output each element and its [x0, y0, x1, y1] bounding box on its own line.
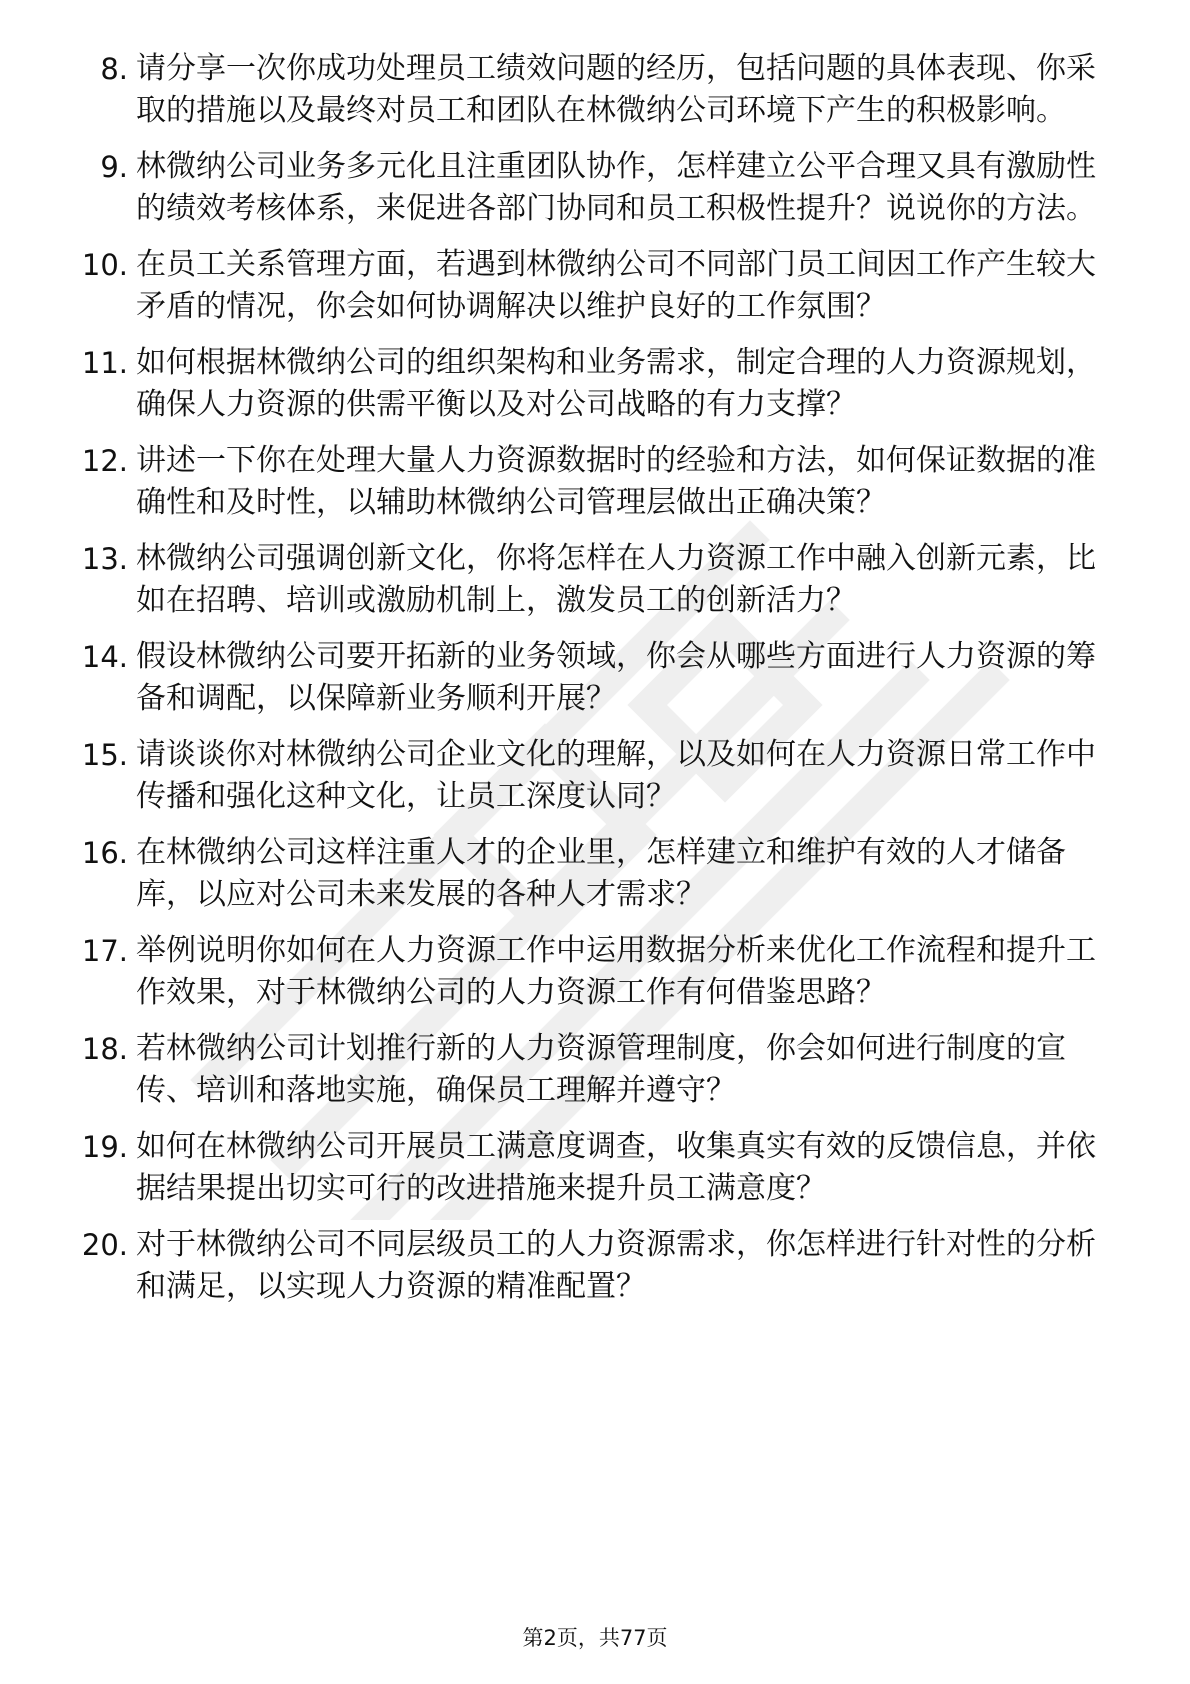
question-item	[64, 440, 1114, 524]
question-item	[64, 342, 1114, 426]
question-item	[64, 832, 1114, 916]
question-item	[64, 1224, 1114, 1308]
question-item	[64, 1028, 1114, 1112]
question-number: 8.	[100, 52, 128, 86]
question-item	[64, 636, 1114, 720]
question-text: 请分享一次你成功处理员工绩效问题的经历，包括问题的具体表现、你采取的措施以及最终对员工和团队在林微纳公司环境下产生的积极影响。	[136, 51, 1096, 128]
question-text: 如何根据林微纳公司的组织架构和业务需求，制定合理的人力资源规划，确保人力资源的供需平衡以及对公司战略的有力支撑？	[136, 345, 1096, 422]
question-text: 林微纳公司业务多元化且注重团队协作，怎样建立公平合理又具有激励性的绩效考核体系，来促进各部门协同和员工积极性提升？说说你的方法。	[136, 149, 1096, 226]
question-number: 14.	[81, 640, 128, 674]
question-number: 20.	[81, 1228, 128, 1262]
question-number: 11.	[81, 346, 128, 380]
question-text: 假设林微纳公司要开拓新的业务领域，你会从哪些方面进行人力资源的筹备和调配，以保障新业务顺利开展？	[136, 639, 1096, 716]
question-item	[64, 1126, 1114, 1210]
page-footer	[0, 1624, 1190, 1652]
question-text: 讲述一下你在处理大量人力资源数据时的经验和方法，如何保证数据的准确性和及时性，以辅助林微纳公司管理层做出正确决策？	[136, 443, 1096, 520]
question-list	[64, 48, 1114, 1308]
question-number: 18.	[81, 1032, 128, 1066]
question-number: 12.	[81, 444, 128, 478]
question-text: 举例说明你如何在人力资源工作中运用数据分析来优化工作流程和提升工作效果，对于林微纳公司的人力资源工作有何借鉴思路？	[136, 933, 1096, 1010]
question-number: 10.	[81, 248, 128, 282]
question-item	[64, 538, 1114, 622]
question-item	[64, 244, 1114, 328]
question-text: 如何在林微纳公司开展员工满意度调查，收集真实有效的反馈信息，并依据结果提出切实可行的改进措施来提升员工满意度？	[136, 1129, 1096, 1206]
question-text: 若林微纳公司计划推行新的人力资源管理制度，你会如何进行制度的宣传、培训和落地实施，确保员工理解并遵守？	[136, 1031, 1066, 1108]
question-number: 17.	[81, 934, 128, 968]
question-item	[64, 48, 1114, 132]
question-text: 在员工关系管理方面，若遇到林微纳公司不同部门员工间因工作产生较大矛盾的情况，你会如何协调解决以维护良好的工作氛围？	[136, 247, 1096, 324]
question-text: 对于林微纳公司不同层级员工的人力资源需求，你怎样进行针对性的分析和满足，以实现人力资源的精准配置？	[136, 1227, 1096, 1304]
question-number: 13.	[81, 542, 128, 576]
question-item	[64, 930, 1114, 1014]
question-number: 15.	[81, 738, 128, 772]
question-text: 林微纳公司强调创新文化，你将怎样在人力资源工作中融入创新元素，比如在招聘、培训或激励机制上，激发员工的创新活力？	[136, 541, 1096, 618]
question-text: 在林微纳公司这样注重人才的企业里，怎样建立和维护有效的人才储备库，以应对公司未来发展的各种人才需求？	[136, 835, 1066, 912]
question-item	[64, 734, 1114, 818]
page-number-label: 第2页，共77页	[522, 1626, 668, 1650]
question-item	[64, 146, 1114, 230]
question-number: 19.	[81, 1130, 128, 1164]
question-text: 请谈谈你对林微纳公司企业文化的理解，以及如何在人力资源日常工作中传播和强化这种文化，让员工深度认同？	[136, 737, 1096, 814]
question-number: 9.	[100, 150, 128, 184]
question-number: 16.	[81, 836, 128, 870]
